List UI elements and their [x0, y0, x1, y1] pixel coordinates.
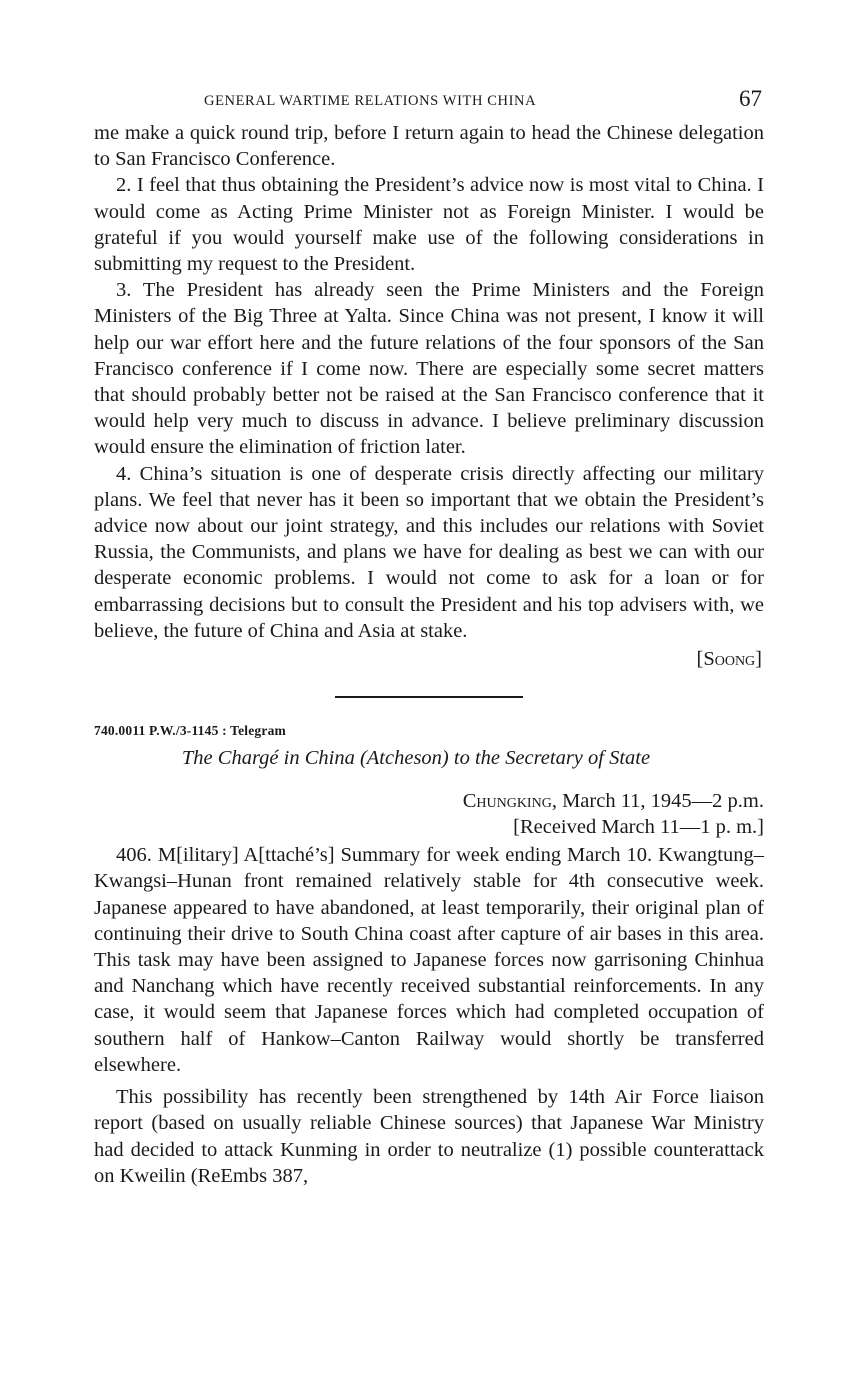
letter-body [94, 120, 764, 644]
page-number: 67 [739, 86, 762, 111]
letter-paragraph-continuation: me make a quick round trip, before I return again to head the Chinese delegation to San Francisco Conference. [94, 122, 764, 171]
file-reference: 740.0011 P.W./3-1145 : Telegram [94, 723, 286, 739]
running-title: GENERAL WARTIME RELATIONS WITH CHINA [204, 93, 537, 109]
letter-signature: [Soong] [696, 648, 762, 671]
letter-paragraph-3: 3. The President has already seen the Prime Ministers and the Foreign Ministers of the Big Three at Yalta. Since China was not present, I know it will help our war effort here and the future relations of the four sponsors of the San Francisco conference if I come now. There are especially some secret matters that should probably better not be raised at the San Francisco conference that it would help very much to discuss in advance. I believe preliminary discussion would ensure the elimination of friction later. [94, 279, 764, 459]
dateline-received: [Received March 11—1 p. m.] [513, 816, 764, 839]
dateline [94, 788, 764, 840]
telegram-body [94, 842, 764, 1189]
document-heading: The Chargé in China (Atcheson) to the Secretary of State [181, 747, 651, 770]
letter-paragraph-2: 2. I feel that thus obtaining the President’s advice now is most vital to China. I would come as Acting Prime Minister not as Foreign Minister. I would be grateful if you would yourself make use of the following considerations in submitting my request to the President. [94, 174, 764, 276]
dateline-place: Chungking [462, 790, 552, 813]
book-page [94, 84, 764, 1189]
running-head [94, 84, 764, 120]
dateline-sent [94, 788, 764, 814]
section-divider [335, 696, 523, 698]
telegram-paragraph-1: 406. M[ilitary] A[ttaché’s] Summary for week ending March 10. Kwangtung–Kwangsi–Hunan front remained relatively stable for 4th consecutive week. Japanese appeared to have abandoned, at least temporarily, their original plan of continuing their drive to South China coast after capture of air bases in this area. This task may have been assigned to Japanese forces now garrisoning Chinhua and Nanchang which have recently received substantial reinforcements. In any case, it would seem that Japanese forces which had completed occupation of southern half of Hankow–Canton Railway would shortly be transferred elsewhere. [94, 844, 764, 1076]
letter-paragraph-4: 4. China’s situation is one of desperate crisis directly affecting our military plans. We feel that never has it been so important that we obtain the President’s advice now about our joint strategy, and this includes our relations with Soviet Russia, the Communists, and plans we have for dealing as best we can with our desperate economic problems. I would not come to ask for a loan or for embarrassing decisions but to consult the President and his top advisers with, we believe, the future of China and Asia at stake. [94, 462, 764, 642]
telegram-paragraph-2: This possibility has recently been strengthened by 14th Air Force liaison report (based on usually reliable Chinese sources) that Japanese War Ministry had decided to attack Kunming in order to neutralize (1) possible counterattack on Kweilin (ReEmbs 387, [94, 1086, 764, 1187]
dateline-date: , March 11, 1945—2 p.m. [551, 790, 764, 813]
